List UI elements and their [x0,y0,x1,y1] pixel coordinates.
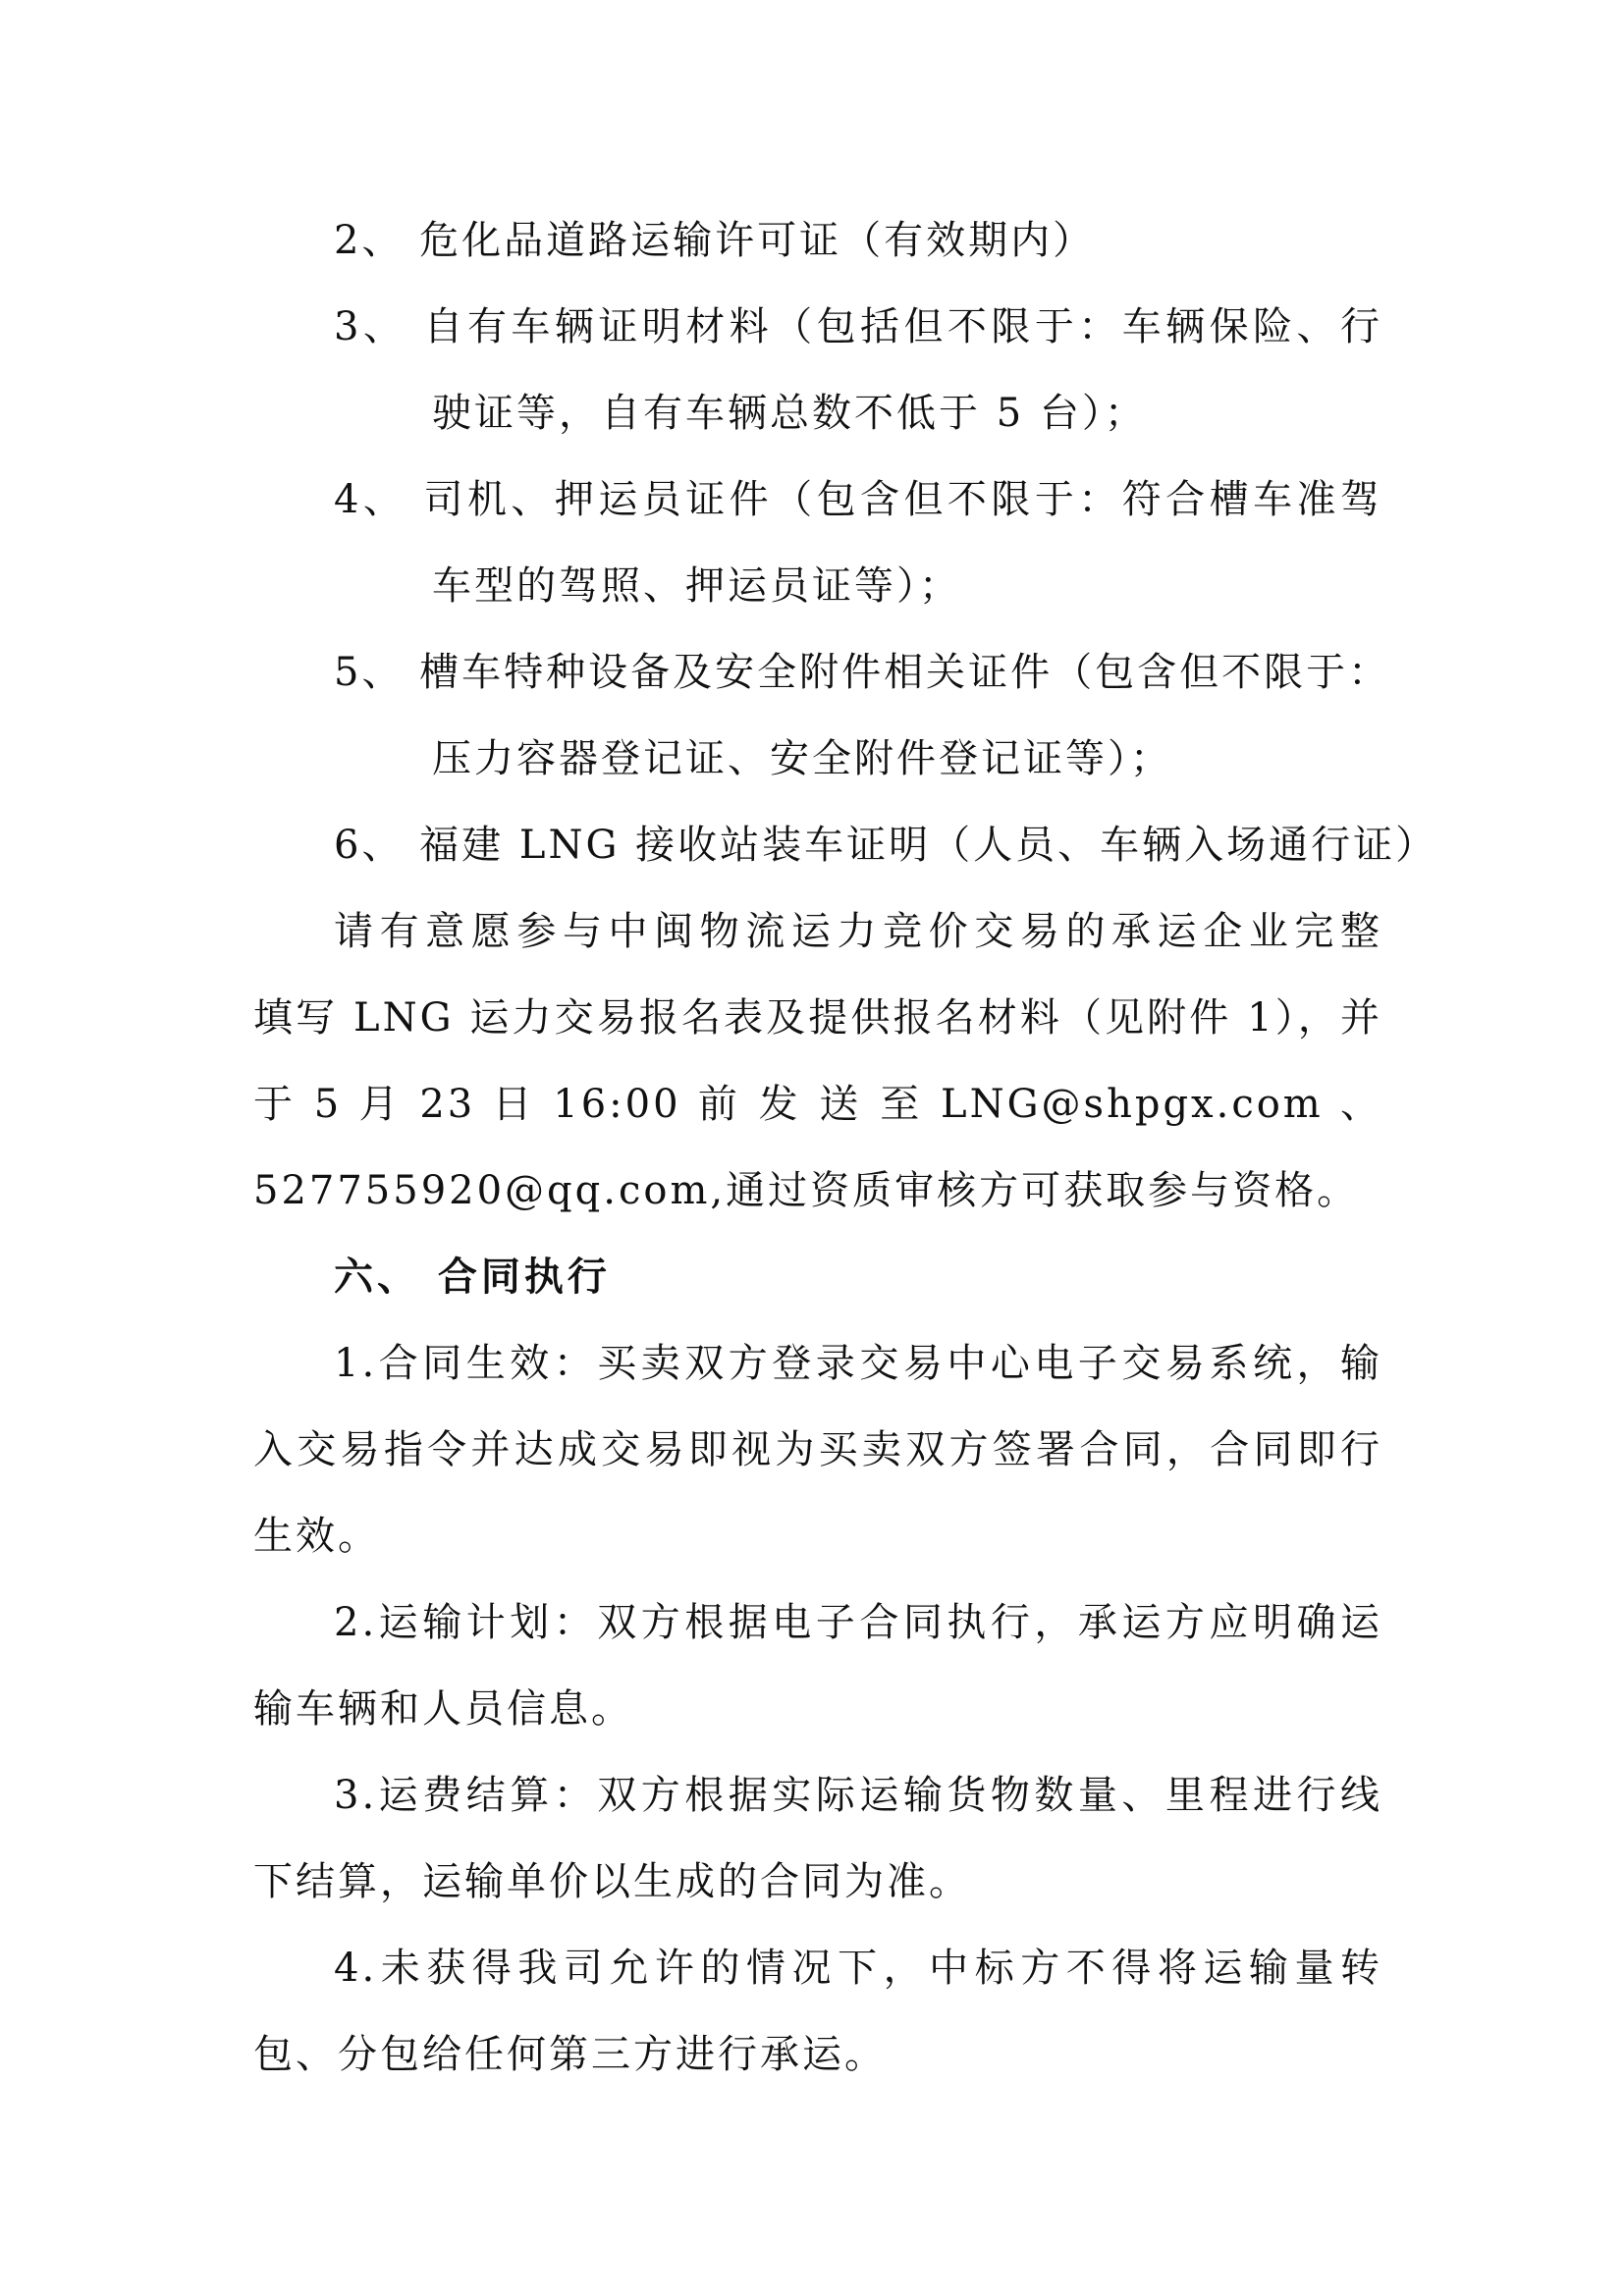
paragraph-4-line-1: 4.未获得我司允许的情况下，中标方不得将运输量转 [334,1946,1382,1991]
paragraph-4-line-2: 包、分包给任何第三方进行承运。 [253,2032,887,2077]
paragraph-3-line-1: 3.运费结算：双方根据实际运输货物数量、里程进行线 [334,1773,1382,1818]
list-item-4-line-2: 车型的驾照、押运员证等）； [432,563,961,609]
list-item-3-line-2: 驶证等，自有车辆总数不低于 5 台）； [432,391,1147,436]
list-item-4-line-1: 4、 司机、押运员证件（包含但不限于：符合槽车准驾 [334,477,1382,522]
list-item-2: 2、 危化品道路运输许可证（有效期内） [334,218,1096,263]
list-item-6: 6、 福建 LNG 接收站装车证明（人员、车辆入场通行证） [334,823,1438,868]
instruction-line-2: 填写 LNG 运力交易报名表及提供报名材料（见附件 1），并 [253,995,1382,1041]
instruction-line-4: 527755920@qq.com,通过资质审核方可获取参与资格。 [253,1168,1360,1213]
paragraph-1-line-3: 生效。 [253,1514,380,1559]
paragraph-2-line-1: 2.运输计划：双方根据电子合同执行，承运方应明确运 [334,1600,1382,1645]
instruction-line-1: 请有意愿参与中闽物流运力竞价交易的承运企业完整 [334,909,1382,954]
instruction-line-3: 于 5 月 23 日 16:00 前 发 送 至 LNG@shpgx.com 、 [253,1082,1382,1127]
paragraph-1-line-2: 入交易指令并达成交易即视为买卖双方签署合同，合同即行 [253,1427,1382,1472]
list-item-3-line-1: 3、 自有车辆证明材料（包括但不限于：车辆保险、行 [334,304,1382,349]
paragraph-2-line-2: 输车辆和人员信息。 [253,1686,633,1732]
list-item-5-line-2: 压力容器登记证、安全附件登记证等）； [432,736,1172,781]
paragraph-3-line-2: 下结算，运输单价以生成的合同为准。 [253,1859,971,1904]
section-heading-contract-execution: 六、 合同执行 [334,1255,611,1300]
paragraph-1-line-1: 1.合同生效：买卖双方登录交易中心电子交易系统，输 [334,1341,1382,1386]
list-item-5-line-1: 5、 槽车特种设备及安全附件相关证件（包含但不限于： [334,650,1391,695]
